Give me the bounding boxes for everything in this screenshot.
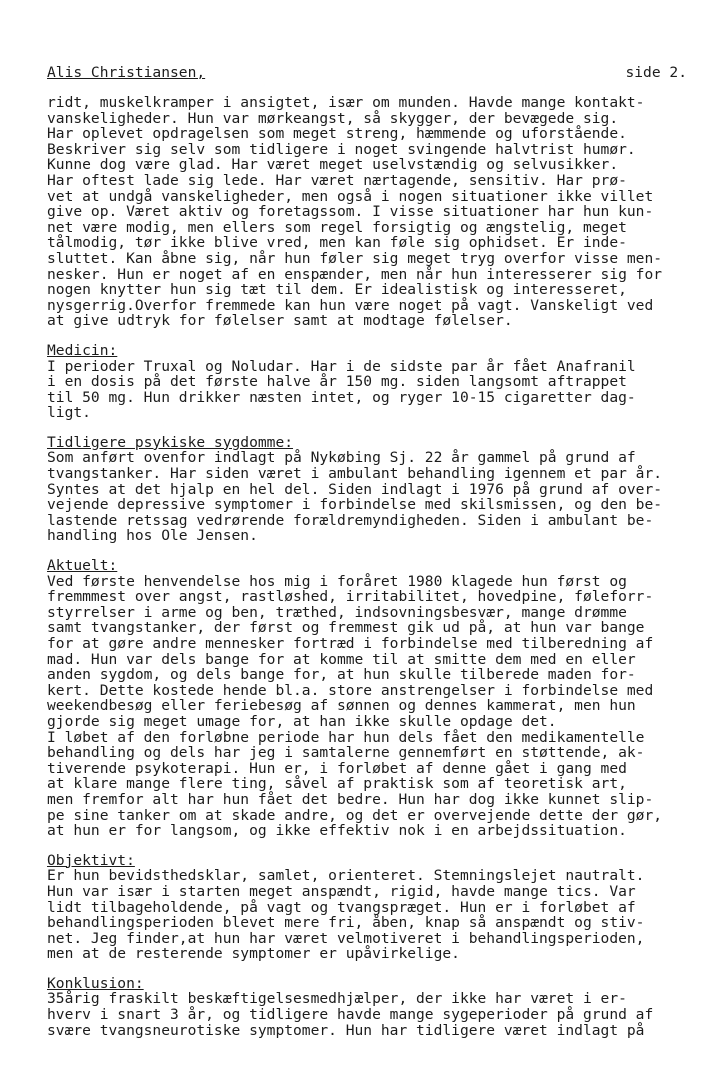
text-line: at hun er for langsom, og ikke effektiv nok i en arbejdssituation.: [47, 822, 627, 840]
text-line: i en dosis på det første halve år 150 mg. siden langsomt aftrappet: [47, 373, 627, 391]
text-line: kert. Dette kostede hende bl.a. store anstrengelser i forbindelse med: [47, 681, 654, 699]
section-gap: [47, 544, 717, 558]
text-line: give op. Været aktiv og foretagssom. I visse situationer har hun kun-: [47, 203, 654, 221]
text-line: behandling og dels har jeg i samtalerne gennemført en støttende, ak-: [47, 744, 645, 762]
text-line: Ved første henvendelse hos mig i foråret 1980 klagede hun først og: [47, 572, 627, 590]
section-heading: Konklusion:: [47, 974, 144, 992]
page-header: [47, 60, 687, 88]
section-gap: [47, 329, 717, 343]
section: [47, 558, 717, 839]
text-line: ridt, muskelkramper i ansigtet, især om munden. Havde mange kontakt-: [47, 94, 645, 111]
section-gap: [47, 839, 717, 853]
text-line: samt tvangstanker, der først og fremmest gik ud på, at hun var bange: [47, 619, 645, 637]
text-line: anden sygdom, og dels bange for, at hun skulle tilberede maden for-: [47, 666, 636, 684]
section-heading: Medicin:: [47, 341, 118, 359]
section: [47, 976, 717, 1038]
text-line: vet at undgå vanskeligheder, men også i nogen situationer ikke villet: [47, 187, 654, 205]
section: [47, 343, 717, 421]
text-line: men fremfor alt har hun fået det bedre. Hun har dog ikke kunnet slip-: [47, 790, 654, 808]
text-line: I perioder Truxal og Noludar. Har i de sidste par år fået Anafranil: [47, 357, 636, 375]
text-line: nysgerrig.Overfor fremmede kan hun være noget på vagt. Vanskeligt ved: [47, 296, 654, 314]
text-line: Er hun bevidsthedsklar, samlet, orienteret. Stemningslejet nautralt.: [47, 867, 645, 885]
patient-name: Alis Christiansen,: [47, 64, 206, 81]
section: [47, 435, 717, 544]
text-line: vanskeligheder. Hun var mørkeangst, så skygger, der bevægede sig.: [47, 109, 619, 127]
text-line: hverv i snart 3 år, og tidligere havde mange sygeperioder på grund af: [47, 1006, 654, 1024]
text-line: vejende depressive symptomer i forbindelse med skilsmissen, og den be-: [47, 496, 663, 514]
text-line: tvangstanker. Har siden været i ambulant behandling igennem et par år.: [47, 465, 663, 483]
text-line: Syntes at det hjalp en hel del. Siden indlagt i 1976 på grund af over-: [47, 480, 663, 498]
text-line: nesker. Hun er noget af en enspænder, men når hun interesserer sig for: [47, 265, 663, 283]
text-line: at give udtryk for følelser samt at modtage følelser.: [47, 312, 513, 330]
text-line: net. Jeg finder,at hun har været velmotiveret i behandlingsperioden,: [47, 929, 645, 947]
text-line: til 50 mg. Hun drikker næsten intet, og ryger 10-15 cigaretter dag-: [47, 388, 636, 406]
text-line: behandlingsperioden blevet mere fri, åben, knap så anspændt og stiv-: [47, 914, 645, 932]
section-heading: Aktuelt:: [47, 557, 118, 575]
section: [47, 95, 717, 329]
text-line: Beskriver sig selv som tidligere i noget svingende halvtrist humør.: [47, 140, 636, 158]
text-line: net være modig, men ellers som regel forsigtig og ængstelig, meget: [47, 218, 627, 236]
section-heading: Objektivt:: [47, 851, 135, 869]
section-gap: [47, 962, 717, 976]
text-line: styrrelser i arme og ben, træthed, indsovningsbesvær, mange drømme: [47, 603, 627, 621]
text-line: Hun var især i starten meget anspændt, rigid, havde mange tics. Var: [47, 882, 636, 900]
text-line: handling hos Ole Jensen.: [47, 527, 258, 545]
text-line: Som anført ovenfor indlagt på Nykøbing Sj. 22 år gammel på grund af: [47, 449, 636, 467]
page-number: side 2.: [625, 64, 687, 81]
text-line: for at gøre andre mennesker fortræd i forbindelse med tilberedning af: [47, 635, 654, 652]
text-line: fremmmest over angst, rastløshed, irritabilitet, hovedpine, føleforr-: [47, 588, 654, 606]
text-line: ligt.: [47, 404, 91, 422]
text-line: Har oplevet opdragelsen som meget streng, hæmmende og uforstående.: [47, 125, 627, 143]
document-body: [47, 95, 717, 1038]
text-line: Har oftest lade sig lede. Har været nærtagende, sensitiv. Har prø-: [47, 171, 627, 189]
section: [47, 853, 717, 962]
text-line: mad. Hun var dels bange for at komme til at smitte dem med en eller: [47, 650, 636, 668]
text-line: 35årig fraskilt beskæftigelsesmedhjælper, der ikke har været i er-: [47, 990, 627, 1008]
text-line: I løbet af den forløbne periode har hun dels fået den medikamentelle: [47, 728, 645, 746]
text-line: men at de resterende symptomer er upåvirkelige.: [47, 945, 460, 963]
text-line: tålmodig, tør ikke blive vred, men kan føle sig ophidset. Er inde-: [47, 234, 627, 252]
text-line: gjorde sig meget umage for, at han ikke skulle opdage det.: [47, 712, 557, 730]
text-line: svære tvangsneurotiske symptomer. Hun har tidligere været indlagt på: [47, 1021, 645, 1039]
text-line: lastende retssag vedrørende forældremyndigheden. Siden i ambulant be-: [47, 511, 654, 529]
section-gap: [47, 421, 717, 435]
section-heading: Tidligere psykiske sygdomme:: [47, 433, 294, 451]
text-line: sluttet. Kan åbne sig, når hun føler sig meget tryg overfor visse men-: [47, 249, 663, 267]
text-line: tiverende psykoterapi. Hun er, i forløbet af denne gået i gang med: [47, 759, 627, 777]
text-line: weekendbesøg eller feriebesøg af sønnen og dennes kammerat, men hun: [47, 697, 636, 715]
text-line: pe sine tanker om at skade andre, og det er overvejende dette der gør,: [47, 806, 663, 824]
text-line: lidt tilbageholdende, på vagt og tvangspræget. Hun er i forløbet af: [47, 898, 636, 916]
text-line: Kunne dog være glad. Har været meget uselvstændig og selvusikker.: [47, 156, 619, 174]
text-line: at klare mange flere ting, såvel af praktisk som af teoretisk art,: [47, 775, 627, 793]
text-line: nogen knytter hun sig tæt til dem. Er idealistisk og interesseret,: [47, 281, 627, 299]
